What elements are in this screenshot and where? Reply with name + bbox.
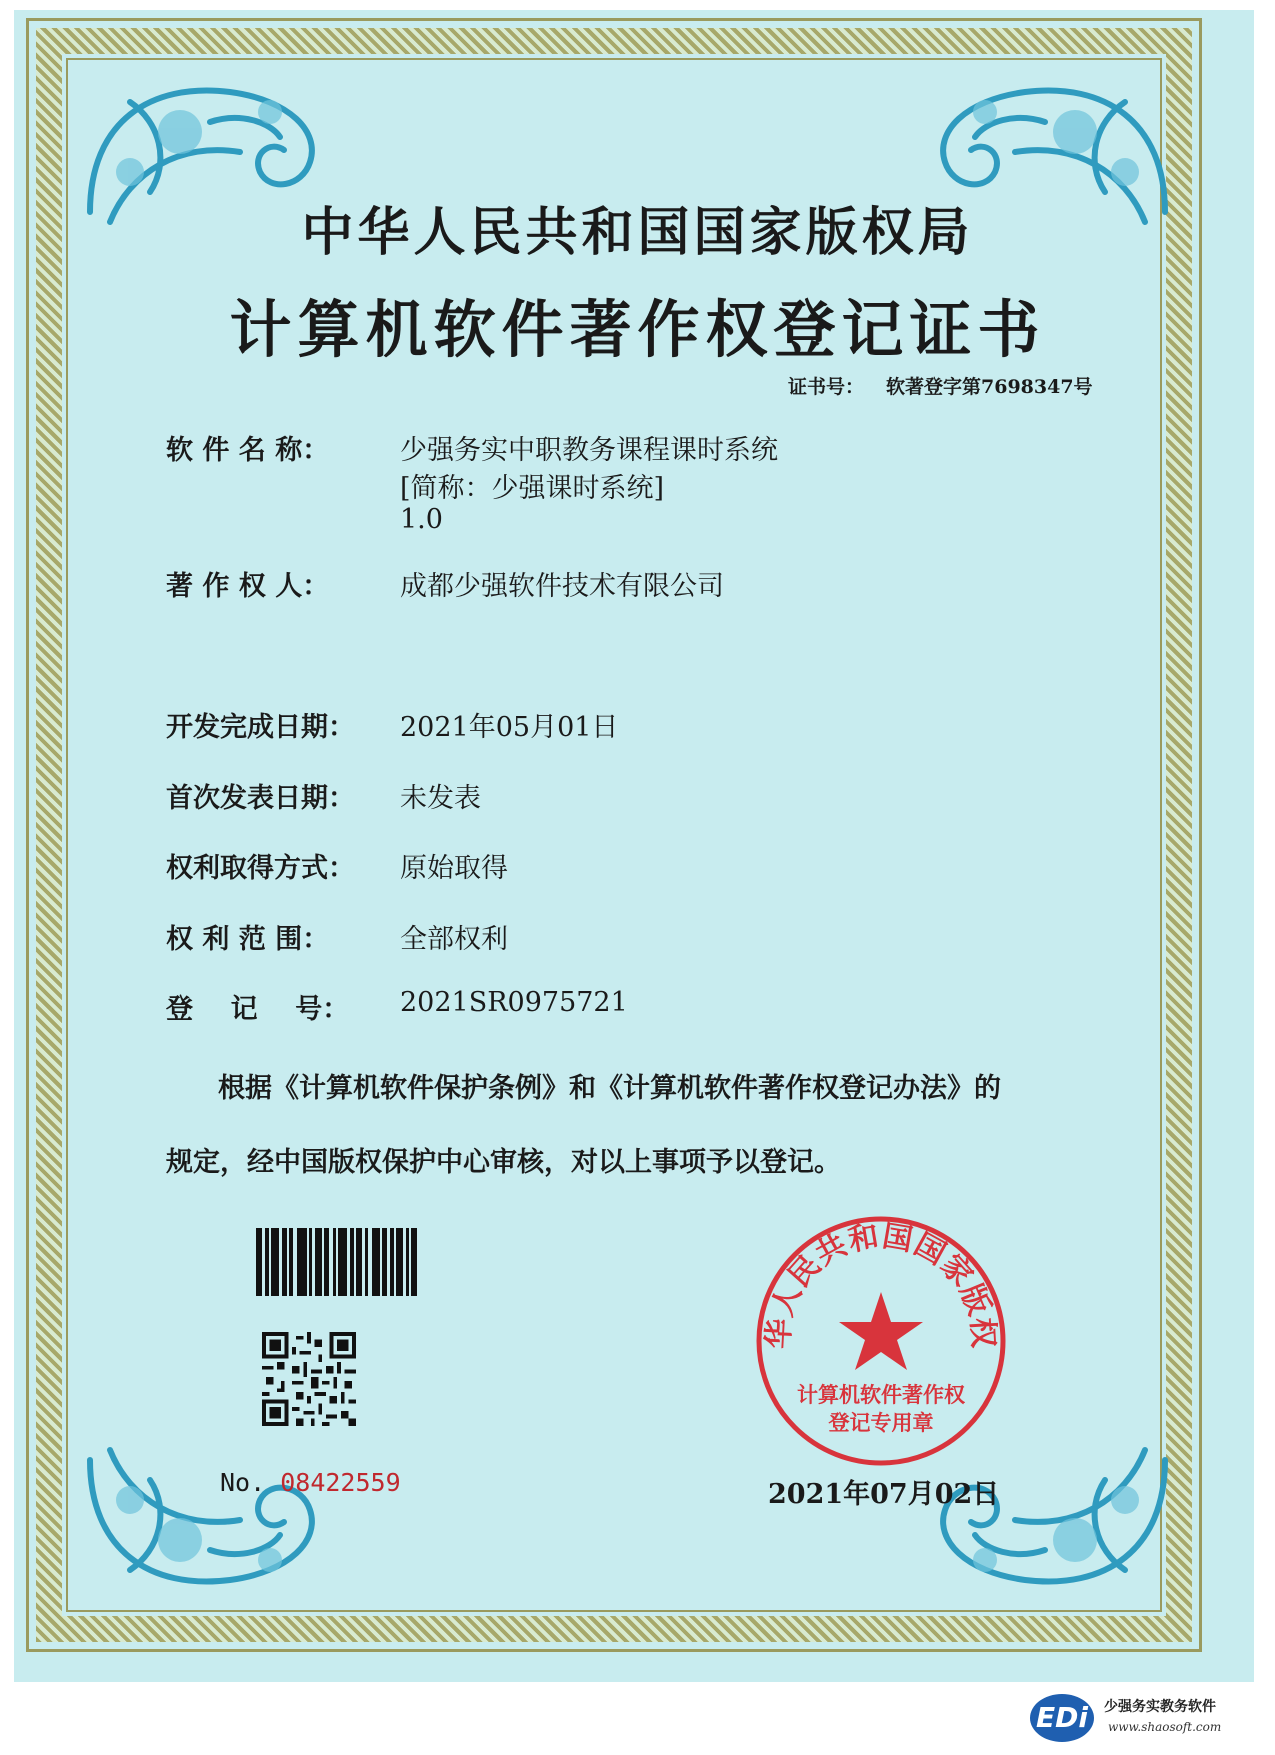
certificate-title: 计算机软件著作权登记证书 bbox=[229, 293, 1046, 366]
dev-date-value: 2021年05月01日 bbox=[400, 712, 619, 743]
qr-code bbox=[262, 1332, 356, 1426]
owner-value: 成都少强软件技术有限公司 bbox=[400, 571, 724, 602]
serial-number bbox=[220, 1468, 401, 1497]
software-short-name: [简称：少强课时系统] bbox=[400, 473, 665, 504]
owner-label: 著 作 权 人： bbox=[166, 571, 330, 602]
serial-prefix: No. bbox=[220, 1468, 266, 1497]
acquire-method-label: 权利取得方式： bbox=[166, 853, 355, 884]
seal-line-1: 计算机软件著作权 bbox=[797, 1383, 965, 1407]
barcode bbox=[256, 1228, 432, 1296]
certificate-number-value: 软著登字第7698347号 bbox=[886, 376, 1093, 398]
corner-ornament-bottom-left bbox=[70, 1440, 370, 1610]
issuing-authority: 中华人民共和国国家版权局 bbox=[301, 203, 974, 263]
rights-scope-value: 全部权利 bbox=[400, 924, 508, 955]
company-logo bbox=[1030, 1692, 1260, 1748]
issue-date: 2021年07月02日 bbox=[768, 1479, 1000, 1510]
registration-number-value: 2021SR0975721 bbox=[400, 987, 628, 1018]
certificate-number-label: 证书号： bbox=[788, 376, 865, 398]
software-name-value: 少强务实中职教务课程课时系统 bbox=[400, 435, 778, 466]
software-version: 1.0 bbox=[400, 504, 443, 535]
serial-number-value: 08422559 bbox=[280, 1468, 401, 1497]
statement-line-1: 根据《计算机软件保护条例》和《计算机软件著作权登记办法》的 bbox=[218, 1073, 1001, 1104]
registration-number-label: 登 记 号： bbox=[166, 994, 350, 1025]
dev-date-label: 开发完成日期： bbox=[166, 712, 355, 743]
seal-line-2: 登记专用章 bbox=[828, 1411, 934, 1435]
publish-date-label: 首次发表日期： bbox=[166, 783, 355, 814]
official-seal bbox=[752, 1212, 1010, 1470]
logo-url: www.shaosoft.com bbox=[1108, 1720, 1222, 1734]
certificate-number bbox=[788, 372, 1115, 399]
logo-badge: EDi bbox=[1030, 1694, 1094, 1742]
acquire-method-value: 原始取得 bbox=[400, 853, 508, 884]
seal-star-icon bbox=[839, 1292, 923, 1370]
statement-line-2: 规定，经中国版权保护中心审核，对以上事项予以登记。 bbox=[166, 1147, 841, 1178]
software-name-label: 软 件 名 称： bbox=[166, 435, 330, 466]
publish-date-value: 未发表 bbox=[400, 783, 481, 814]
rights-scope-label: 权 利 范 围： bbox=[166, 924, 330, 955]
logo-name: 少强务实教务软件 bbox=[1104, 1699, 1216, 1715]
seal-ring-text: 华人民共和国国家版权 bbox=[761, 1218, 1001, 1350]
